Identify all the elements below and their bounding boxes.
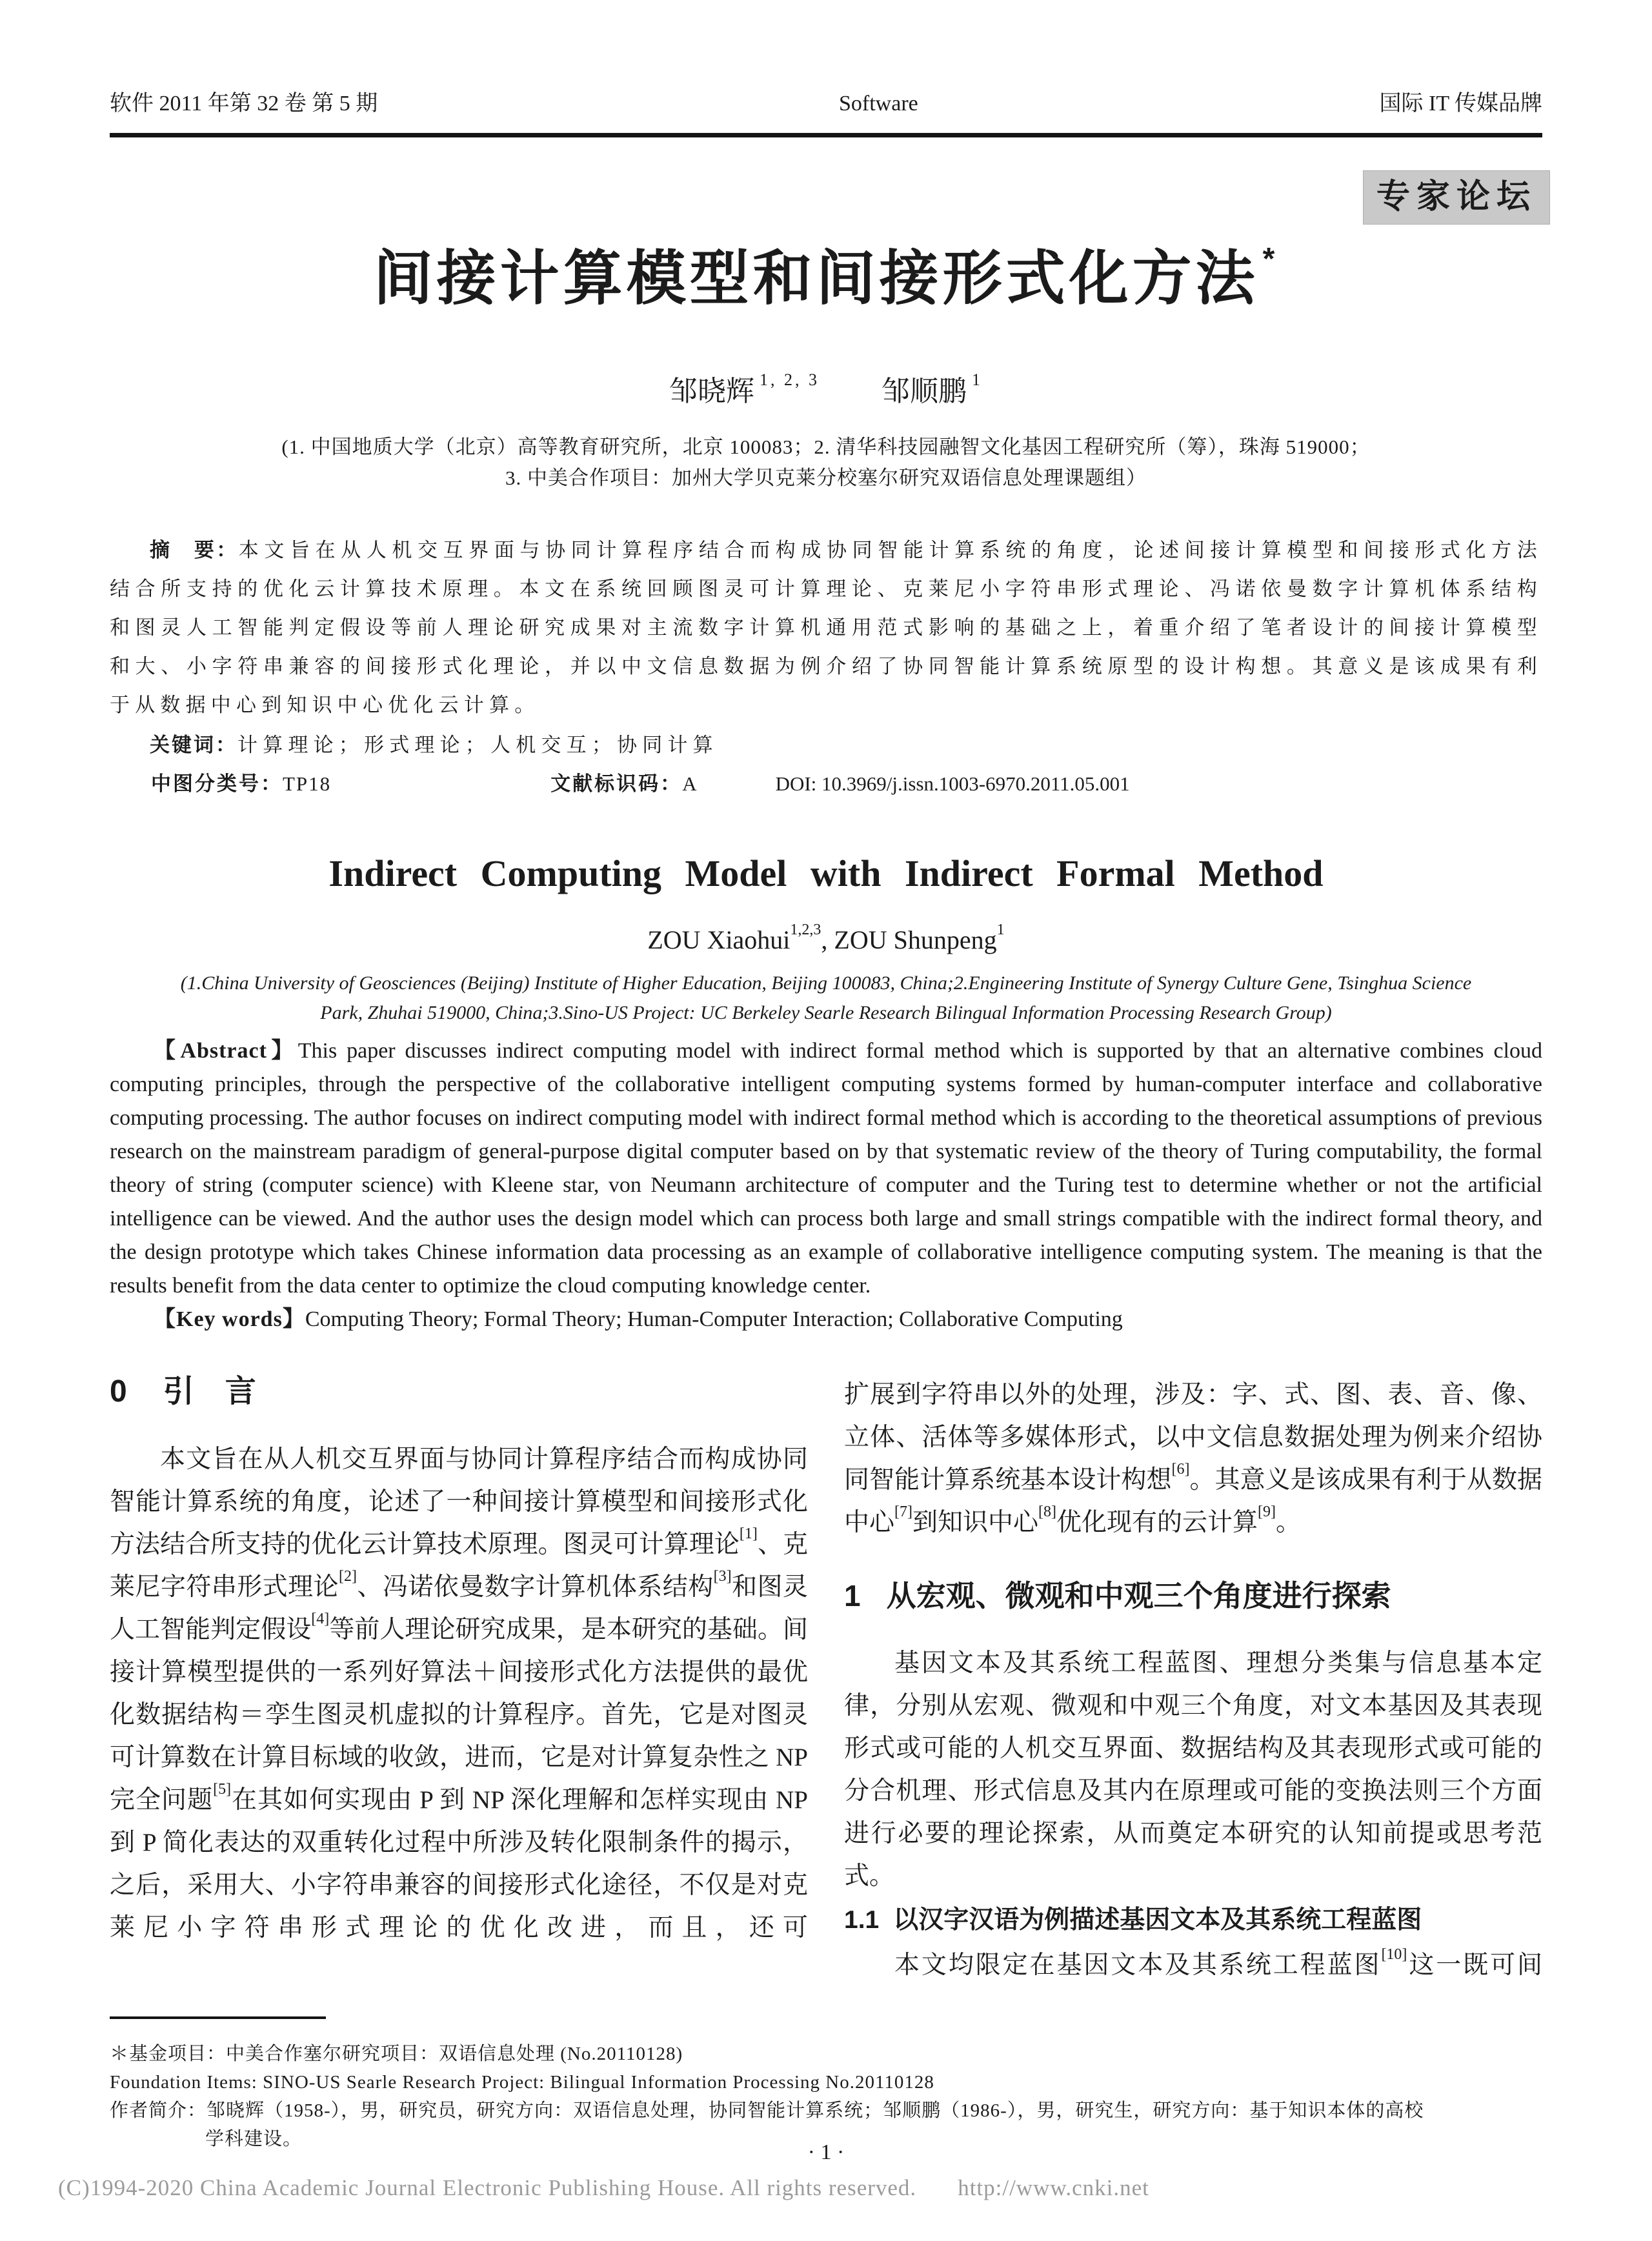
doc-code-label: 文献标识码： xyxy=(550,772,683,795)
abstract-cn xyxy=(110,531,1542,725)
author-separator-en: , xyxy=(821,925,834,954)
authors-en xyxy=(110,914,1542,956)
keywords-cn xyxy=(110,726,1542,765)
section-1-number: 1 xyxy=(844,1579,861,1613)
doc-code-value: A xyxy=(682,772,698,795)
keywords-en-label: 【Key words】 xyxy=(154,1307,305,1331)
author-1-name-en: ZOU Xiaohui xyxy=(647,925,791,954)
keywords-en xyxy=(110,1303,1542,1336)
section-0-paragraph-continued: 扩展到字符串以外的处理，涉及：字、式、图、表、音、像、立体、活体等多媒体形式，以中文信息数据处理为例来介绍协同智能计算系统基本设计构想[6]。其意义是该成果有利于从数据中心[7]到知识中心[8]优化现有的云计算[9]。 xyxy=(844,1381,1542,1536)
section-0-title: 引 言 xyxy=(163,1374,256,1409)
keywords-cn-text: 计算理论；形式理论；人机交互；协同计算 xyxy=(237,734,718,756)
author-1-affil-marks-en: 1,2,3 xyxy=(790,921,821,938)
article-title-en: Indirect Computing Model with Indirect Formal Method xyxy=(328,852,1324,894)
author-1-affil-marks: 1, 2, 3 xyxy=(760,370,820,389)
clc-item xyxy=(151,765,331,803)
abstract-en xyxy=(110,1034,1542,1303)
keywords-en-text: Computing Theory; Formal Theory; Human-Computer Interaction; Collaborative Computing xyxy=(305,1307,1123,1331)
authors-cn xyxy=(110,363,1542,408)
doc-code-item xyxy=(550,765,698,803)
clc-label: 中图分类号： xyxy=(151,772,283,795)
cnki-url: http://www.cnki.net xyxy=(958,2175,1149,2200)
header-rule xyxy=(110,133,1542,137)
footnote-block xyxy=(110,2016,1542,2153)
author-bio-line-2: 学科建设。 xyxy=(205,2129,303,2149)
affiliation-en-line-1: (1.China University of Geosciences (Beijing) Institute of Higher Education, Beijing 100083, China;2.Engineering Institute of Synergy Culture Gene, Tsinghua Science xyxy=(180,972,1472,994)
section-1-1-paragraph: 本文均限定在基因文本及其系统工程蓝图[10]这一既可间 xyxy=(894,1946,1542,1979)
section-0-heading xyxy=(110,1374,808,1410)
section-0-paragraph: 本文旨在从人机交互界面与协同计算程序结合而构成协同智能计算系统的角度，论述了一种间接计算模型和间接形式化方法结合所支持的优化云计算技术原理。图灵可计算理论[1]、克莱尼字符串形式理论[2]、冯诺依曼数字计算机体系结构[3]和图灵人工智能判定假设[4]等前人理论研究成果，是本研究的基础。间接计算模型提供的一系列好算法＋间接形式化方法提供的最优化数据结构＝孪生图灵机虚拟的计算程序。首先，它是对图灵可计算数在计算目标域的收敛，进而，它是对计算复杂性之 NP 完全问题[5]在其如何实现由 P 到 NP 深化理解和怎样实现由 NP 到 P 简化表达的双重转化过程中所涉及转化限制条件的揭示，之后，采用大、小字符串兼容的间接形式化途径，不仅是对克莱尼小字符串形式理论的优化改进，而且，还可 xyxy=(110,1445,808,1942)
page-number: · 1 · xyxy=(807,2140,845,2164)
clc-value: TP18 xyxy=(283,772,332,795)
section-0-number: 0 xyxy=(110,1374,127,1409)
article-title-cn xyxy=(110,226,1542,312)
author-2-name: 邹顺鹏 xyxy=(881,376,967,407)
funding-star-marker: * xyxy=(1262,242,1279,276)
footnote-rule xyxy=(110,2016,326,2019)
affiliations-cn xyxy=(110,432,1542,494)
author-2-affil-marks-en: 1 xyxy=(996,921,1005,938)
funding-note-cn: ＊基金项目：中美合作塞尔研究项目：双语信息处理 (No.20110128) xyxy=(110,2044,683,2064)
affiliation-cn-line-1: (1. 中国地质大学（北京）高等教育研究所，北京 100083；2. 清华科技园融智文化基因工程研究所（筹），珠海 519000； xyxy=(281,436,1371,458)
section-1-title: 从宏观、微观和中观三个角度进行探索 xyxy=(886,1579,1391,1613)
author-bio-line-1: 作者简介：邹晓辉（1958-），男，研究员，研究方向：双语信息处理，协同智能计算系统；邹顺鹏（1986-），男，研究生，研究方向：基于知识本体的高校 xyxy=(110,2100,1424,2121)
author-2-affil-marks: 1 xyxy=(972,370,983,389)
section-1-1-heading xyxy=(844,1905,1542,1935)
journal-name-en: Software xyxy=(839,92,918,116)
section-1-heading xyxy=(844,1579,1542,1613)
keywords-cn-label: 关键词： xyxy=(150,734,237,756)
classification-row xyxy=(110,765,1542,803)
section-1-paragraph: 基因文本及其系统工程蓝图、理想分类集与信息基本定律，分别从宏观、微观和中观三个角度，对文本基因及其表现形式或可能的人机交互界面、数据结构及其表现形式或可能的分合机理、形式信息及其内在原理或可能的变换法则三个方面进行必要的理论探索，从而奠定本研究的认知前提或思考范式。 xyxy=(844,1649,1542,1890)
section-1-1-number: 1.1 xyxy=(844,1906,880,1934)
abstract-cn-label: 摘 要： xyxy=(150,539,239,561)
body-columns xyxy=(110,1374,1542,1987)
affiliation-cn-line-2: 3. 中美合作项目：加州大学贝克莱分校塞尔研究双语信息处理课题组） xyxy=(505,467,1147,489)
article-title-cn-text: 间接计算模型和间接形式化方法 xyxy=(373,246,1259,312)
abstract-en-label: 【Abstract】 xyxy=(154,1039,298,1063)
journal-issue: 软件 2011 年第 32 卷 第 5 期 xyxy=(110,92,378,116)
author-2-name-en: ZOU Shunpeng xyxy=(834,925,997,954)
author-2 xyxy=(881,370,983,407)
journal-brand: 国际 IT 传媒品牌 xyxy=(1379,92,1542,116)
copyright-text: (C)1994-2020 China Academic Journal Electronic Publishing House. All rights reserved. xyxy=(58,2175,917,2200)
affiliations-en xyxy=(110,969,1542,1028)
section-1-1-title: 以汉字汉语为例描述基因文本及其系统工程蓝图 xyxy=(893,1906,1422,1934)
author-1-name: 邹晓辉 xyxy=(669,376,754,407)
journal-header xyxy=(110,90,1542,117)
affiliation-en-line-2: Park, Zhuhai 519000, China;3.Sino-US Project: UC Berkeley Searle Research Bilingual Information Processing Research Group) xyxy=(320,1002,1332,1023)
left-column xyxy=(110,1374,808,1987)
abstract-cn-text: 本文旨在从人机交互界面与协同计算程序结合而构成协同智能计算系统的角度，论述间接计算模型和间接形式化方法结合所支持的优化云计算技术原理。本文在系统回顾图灵可计算理论、克莱尼小字符串形式理论、冯诺依曼数字计算机体系结构和图灵人工智能判定假设等前人理论研究成果对主流数字计算机通用范式影响的基础之上，着重介绍了笔者设计的间接计算模型和大、小字符串兼容的间接形式化理论，并以中文信息数据为例介绍了协同智能计算系统原型的设计构想。其意义是该成果有利于从数据中心到知识中心优化云计算。 xyxy=(110,539,1543,716)
copyright-footer xyxy=(58,2175,1149,2201)
right-column xyxy=(844,1374,1542,1987)
doi: DOI: 10.3969/j.issn.1003-6970.2011.05.001 xyxy=(775,772,1130,795)
author-1 xyxy=(669,370,820,407)
abstract-en-text: This paper discusses indirect computing model with indirect formal method which is supported by that an alternative combines cloud computing principles, through the perspective of the collaborative intelligent computing systems formed by human-computer interface and collaborative computing processing. The author focuses on indirect computing model with indirect formal method which is according to the theoretical assumptions of previous research on the mainstream paradigm of general-purpose digital computer based on by that systematic review of the theory of Turing computability, the formal theory of string (computer science) with Kleene star, von Neumann architecture of computer and the Turing test to determine whether or not the artificial intelligence can be viewed. And the author uses the design model which can process both large and small strings compatible with the indirect formal theory, and the design prototype which takes Chinese information data processing as an example of collaborative intelligence computing system. The meaning is that the results benefit from the data center to optimize the cloud computing knowledge center. xyxy=(110,1039,1542,1298)
funding-note-en: Foundation Items: SINO-US Searle Research Project: Bilingual Information Processing No.20110128 xyxy=(110,2072,934,2093)
column-badge: 专家论坛 xyxy=(1363,170,1550,225)
